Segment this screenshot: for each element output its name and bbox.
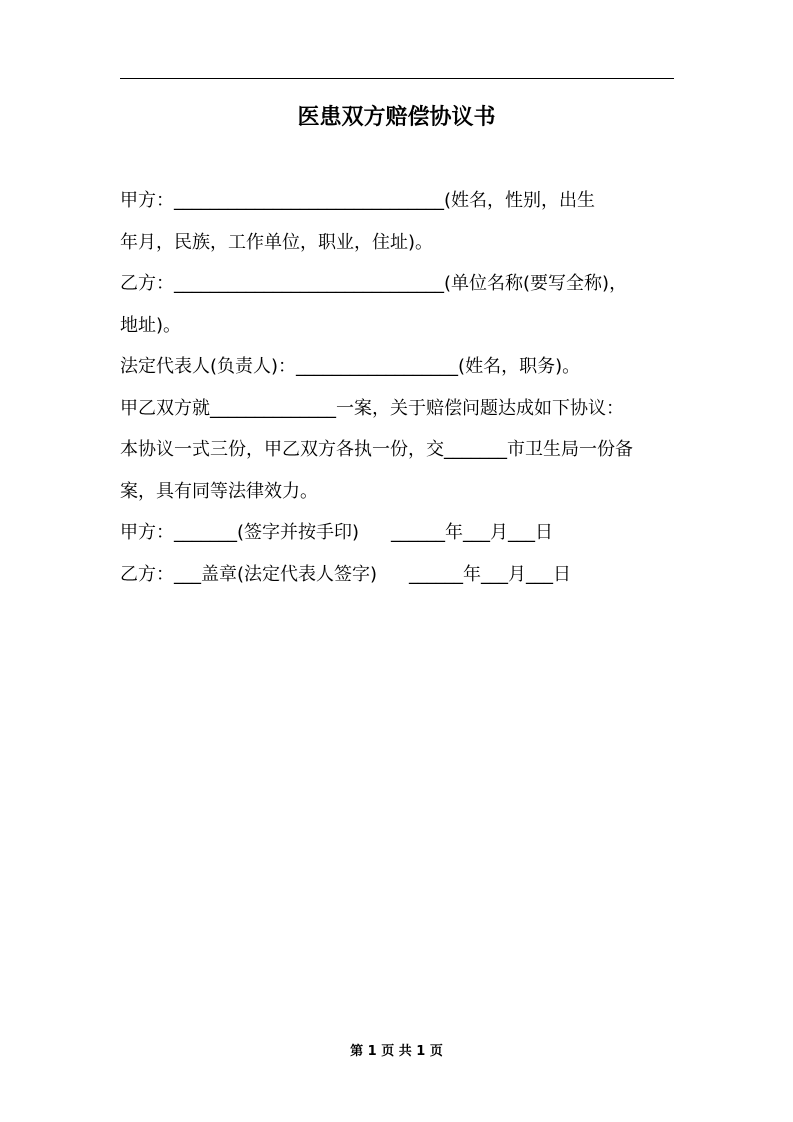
header-rule <box>120 78 674 79</box>
party-a-signature-label: 甲方：_______(签字并按手印) <box>120 522 360 543</box>
party-a-line-continued: 年月，民族，工作单位，职业，住址)。 <box>120 231 434 253</box>
party-a-signature-line <box>120 512 686 554</box>
agreement-intro-line: 甲乙双方就______________一案，关于赔偿问题达成如下协议： <box>120 397 624 419</box>
page-number: 第 1 页 共 1 页 <box>350 1044 443 1059</box>
document-title: 医患双方赔偿协议书 <box>297 105 496 130</box>
party-a-signature-date: ______年___月___日 <box>391 522 554 543</box>
party-b-line: 乙方：______________________________(单位名称(要写全称)， <box>120 273 628 294</box>
copies-clause-line-continued: 案，具有同等法律效力。 <box>120 480 318 502</box>
party-b-signature-date: ______年___月___日 <box>409 563 572 585</box>
party-b-line-continued: 地址)。 <box>120 314 182 336</box>
copies-clause-line: 本协议一式三份，甲乙双方各执一份，交_______市卫生局一份备 <box>120 439 633 460</box>
party-a-line: 甲方：______________________________(姓名，性别，出生 <box>120 190 596 211</box>
party-b-signature-label: 乙方：___盖章(法定代表人签字) <box>120 563 378 585</box>
document-body <box>120 180 686 595</box>
party-b-signature-line <box>120 554 686 596</box>
legal-representative-line: 法定代表人(负责人)：__________________(姓名，职务)。 <box>120 356 581 377</box>
